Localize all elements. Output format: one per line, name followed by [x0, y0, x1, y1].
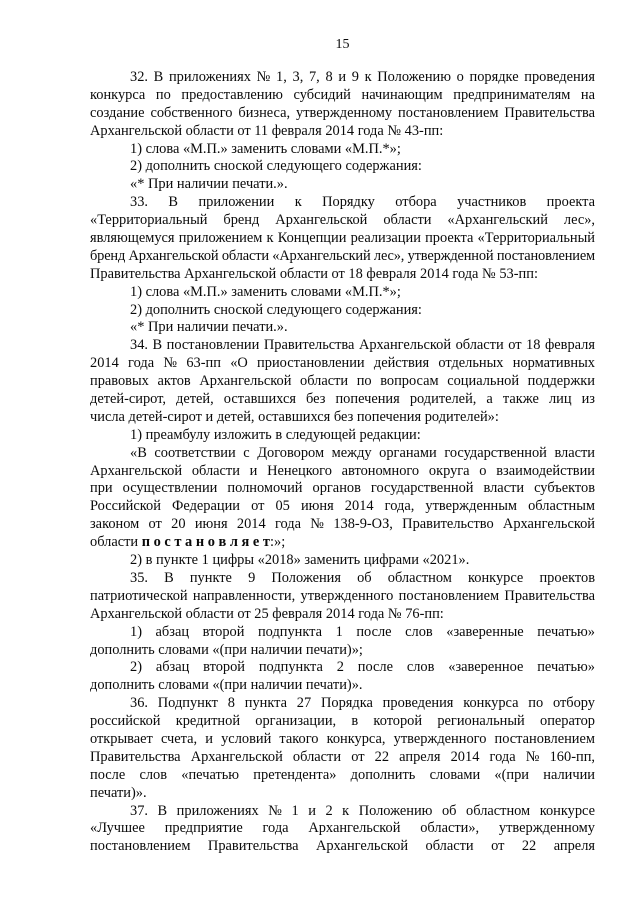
paragraph [90, 284, 595, 302]
text-line: «Территориальный бренд Архангельской области «Архангельский лес», [90, 212, 595, 229]
text-line: 1) преамбулу изложить в следующей редакции: [130, 426, 421, 443]
text-line: 2) в пункте 1 цифры «2018» заменить цифрами «2021». [130, 552, 470, 569]
text-line: Архангельской области и Ненецкого автономного округа о взаимодействии [90, 462, 595, 479]
text-line: 2014 года № 63-пп «О приостановлении действия отдельных нормативных [90, 355, 595, 372]
text-line: 2) дополнить сноской следующего содержания: [130, 301, 422, 318]
page-number: 15 [335, 37, 350, 52]
text-span: :»; [270, 534, 286, 551]
text-line: детей-сирот, детей, оставшихся без попечения родителей, а также лиц из [90, 391, 595, 408]
text-line: 35. В пункте 9 Положения об областном конкурсе проектов [130, 569, 595, 586]
text-line: после слов «печатью претендента» дополнить словами «(при наличии [90, 766, 595, 783]
text-line: правовых актов Архангельской области по вопросам социальной поддержки [90, 373, 595, 390]
paragraph [90, 659, 595, 695]
paragraph [90, 552, 595, 570]
paragraph [90, 337, 595, 426]
text-line: открывает счета, и условий такого конкурса, утвержденного постановлением [90, 730, 595, 747]
paragraph [90, 69, 595, 141]
text-line: являющемуся приложением к Концепции реализации проекта «Территориальный [90, 230, 595, 247]
text-line [90, 534, 595, 552]
text-line: патриотической направленности, утвержденного постановлением Правительства [90, 587, 595, 604]
text-line: Правительства Архангельской области от 22 апреля 2014 года № 160-пп, [90, 748, 595, 765]
text-span: области [90, 534, 142, 551]
paragraph [90, 176, 595, 194]
paragraph [90, 141, 595, 159]
text-line: бренд Архангельской области «Архангельский лес», утвержденной постановлением [90, 247, 595, 264]
text-line: 36. Подпункт 8 пункта 27 Порядка проведения конкурса по отбору [130, 695, 595, 712]
text-line: Правительства Архангельской области от 18 февраля 2014 года № 53-пп: [90, 265, 538, 282]
text-line: «Лучшее предприятие года Архангельской области», утвержденному [90, 820, 595, 837]
text-line: 1) абзац второй подпункта 1 после слов «заверенные печатью» [130, 623, 595, 640]
text-line: 33. В приложении к Порядку отбора участников проекта [130, 194, 595, 211]
text-line: при осуществлении полномочий органов государственной власти субъектов [90, 480, 595, 497]
paragraph [90, 695, 595, 802]
text-line: «* При наличии печати.». [130, 319, 288, 336]
text-line: конкурса по предоставлению субсидий начинающим предпринимателям на [90, 86, 595, 103]
text-line: дополнить словами «(при наличии печати)»; [90, 641, 363, 658]
text-line: 1) слова «М.П.» заменить словами «М.П.*»; [130, 140, 401, 157]
text-line: числа детей-сирот и детей, оставшихся без попечения родителей»: [90, 408, 499, 425]
text-line: 2) дополнить сноской следующего содержания: [130, 158, 422, 175]
text-line: дополнить словами «(при наличии печати)». [90, 677, 363, 694]
paragraph [90, 570, 595, 624]
text-line: создание собственного бизнеса, утвержденному постановлением Правительства [90, 104, 595, 121]
text-line: Архангельской области от 11 февраля 2014 года № 43-пп: [90, 122, 444, 139]
text-line: Архангельской области от 25 февраля 2014 года № 76-пп: [90, 605, 444, 622]
emphasis-text: п о с т а н о в л я е т [141, 534, 270, 551]
text-line: 32. В приложениях № 1, 3, 7, 8 и 9 к Положению о порядке проведения [130, 69, 595, 85]
text-line: российской кредитной организации, в которой региональный оператор [90, 713, 595, 730]
text-line: 37. В приложениях № 1 и 2 к Положению об областном конкурсе [130, 802, 595, 819]
paragraph [90, 803, 595, 857]
paragraph [90, 158, 595, 176]
paragraph [90, 427, 595, 445]
text-line: законом от 20 июня 2014 года № 138-9-ОЗ, Правительство Архангельской [90, 516, 595, 533]
paragraph [90, 302, 595, 320]
text-line: 1) слова «М.П.» заменить словами «М.П.*»; [130, 283, 401, 300]
text-line: 34. В постановлении Правительства Архангельской области от 18 февраля [130, 337, 595, 354]
text-line: постановлением Правительства Архангельской области от 22 апреля [90, 838, 595, 855]
paragraph [90, 194, 595, 283]
text-line: 2) абзац второй подпункта 2 после слов «заверенное печатью» [130, 659, 595, 676]
text-line: печати)». [90, 784, 147, 801]
text-line: «* При наличии печати.». [130, 176, 288, 193]
text-line: Российской Федерации от 05 июня 2014 года, утвержденным областным [90, 498, 595, 515]
document-body [90, 69, 595, 856]
text-line: «В соответствии с Договором между органами государственной власти [130, 444, 595, 461]
paragraph [90, 445, 595, 552]
paragraph [90, 319, 595, 337]
paragraph [90, 624, 595, 660]
